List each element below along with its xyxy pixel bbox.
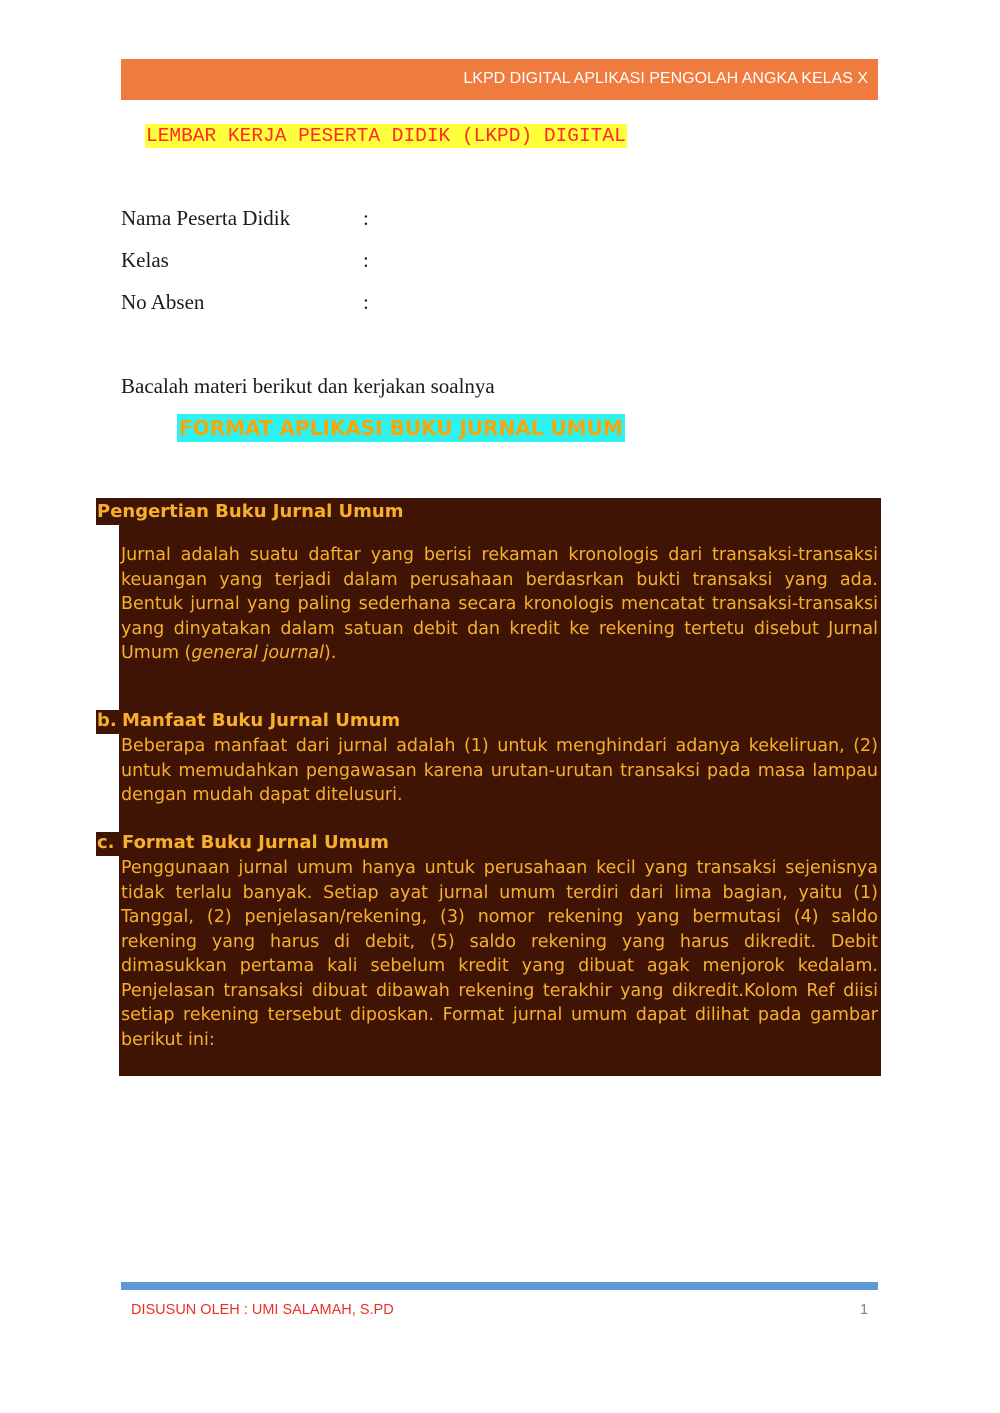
field-colon: : [363,206,369,230]
section-a-body: Jurnal adalah suatu daftar yang berisi rekaman kronologis dari transaksi-transaksi keuangan yang terjadi dalam perusahaan berdasrkan bukti transaksi yang ada. Bentuk jurnal yang paling sederhana secara kronologis mencatat transaksi-transaksi yang dinyatakan dalam satuan debit dan kredit ke rekening tertetu disebut Jurnal Umum (general journal). [121,545,878,663]
header-text: LKPD DIGITAL APLIKASI PENGOLAH ANGKA KELAS X [463,70,868,87]
section-a-heading: Pengertian Buku Jurnal Umum [97,501,404,522]
field-label: Nama Peserta Didik [121,206,291,230]
instruction-text: Bacalah materi berikut dan kerjakan soalnya [121,374,495,398]
section-c-marker: c. [97,832,115,853]
field-no-absen [121,289,369,315]
field-colon: : [363,290,369,314]
format-title: FORMAT APLIKASI BUKU JURNAL UMUM [179,416,623,440]
section-c-body: Penggunaan jurnal umum hanya untuk perusahaan kecil yang transaksi sejenisnya tidak terlalu banyak. Setiap ayat jurnal umum terdiri dari lima bagian, yaitu (1) Tanggal, (2) penjelasan/rekening, (3) nomor rekening yang bermutasi (4) saldo rekening yang harus di debit, (5) saldo rekening yang harus dikredit. Debit dimasukkan pertama kali sebelum kredit yang dibuat agak menjorok kedalam. Penjelasan transaksi dibuat dibawah rekening terakhir yang dikredit.Kolom Ref diisi setiap rekening tersebut diposkan. Format jurnal umum dapat dilihat pada gambar berikut ini: [121,858,878,1050]
italic-term: general journal [191,643,324,663]
page-number: 1 [860,1302,869,1318]
document-title: LEMBAR KERJA PESERTA DIDIK (LKPD) DIGITAL [146,125,626,147]
field-label: Kelas [121,248,169,272]
footer-rule [121,1282,878,1290]
header-bar [121,59,878,100]
section-b-marker: b. [97,710,117,731]
section-b-heading: Manfaat Buku Jurnal Umum [122,710,401,731]
field-kelas [121,247,369,273]
section-b-body: Beberapa manfaat dari jurnal adalah (1) untuk menghindari adanya kekeliruan, (2) untuk memudahkan pengawasan karena urutan-urutan transaksi pada masa lampau dengan mudah dapat ditelusuri. [121,736,878,805]
footer-author: DISUSUN OLEH : UMI SALAMAH, S.PD [131,1302,394,1318]
section-c-heading: Format Buku Jurnal Umum [122,832,389,853]
field-nama [121,205,369,231]
field-colon: : [363,248,369,272]
field-label: No Absen [121,290,205,314]
